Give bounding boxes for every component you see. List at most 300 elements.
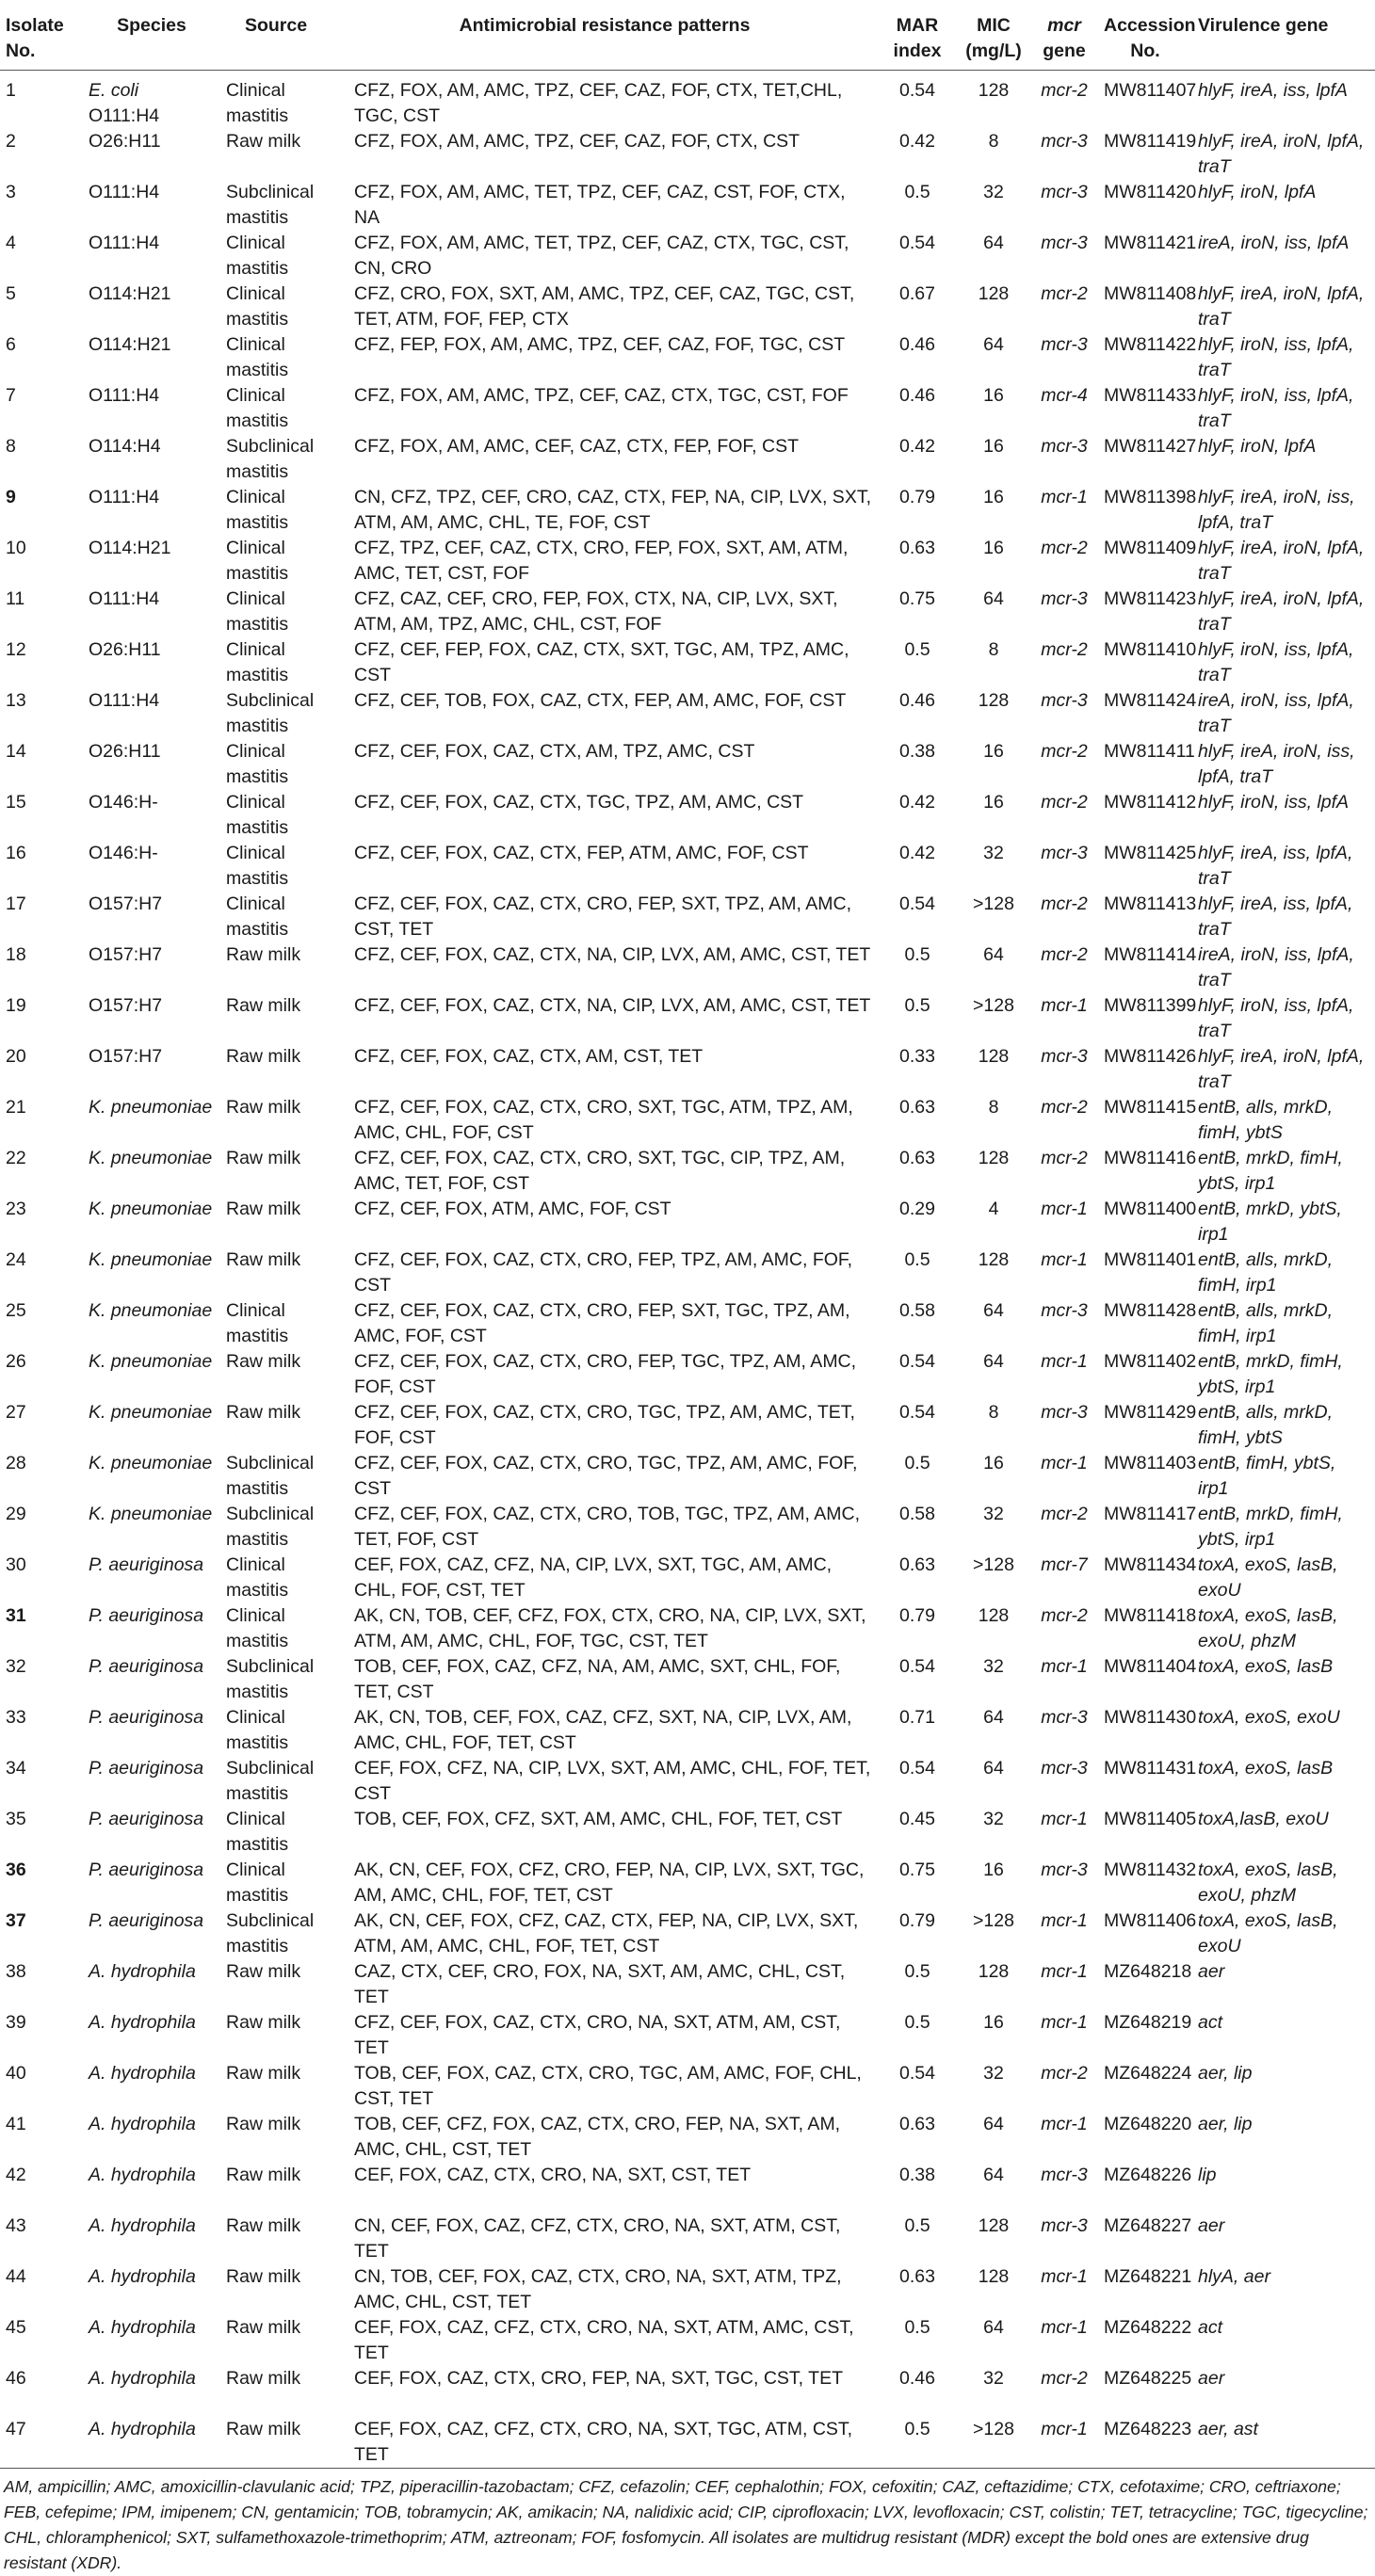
cell-source: Raw milk: [226, 2317, 301, 2338]
species-serotype: O26:H11: [89, 131, 161, 152]
species-italic: P. aeuriginosa: [89, 1809, 204, 1829]
cell-source: Raw milk: [226, 2114, 301, 2134]
cell-virulence: hlyA, aer: [1198, 2266, 1270, 2287]
cell-accession: MW811413: [1104, 894, 1197, 914]
species-serotype: O114:H21: [89, 538, 171, 558]
header-virulence: Virulence gene: [1192, 0, 1375, 71]
cell-accession: MZ648227: [1104, 2215, 1192, 2236]
cell-isolate-no: 44: [6, 2266, 26, 2287]
cell-mar-index: 0.46: [899, 385, 935, 406]
cell-amr-pattern: CFZ, CEF, FOX, CAZ, CTX, CRO, TGC, TPZ, AM, AMC, TET, FOF, CST: [354, 1402, 855, 1448]
table-row: [0, 2163, 1375, 2214]
species-serotype: O157:H7: [89, 995, 163, 1016]
cell-accession: MZ648223: [1098, 2417, 1192, 2469]
cell-isolate-no: 21: [6, 1097, 26, 1118]
cell-amr-pattern: CFZ, FOX, AM, AMC, TPZ, CEF, CAZ, FOF, CTX, TET,CHL, TGC, CST: [354, 80, 843, 126]
table-row: [0, 485, 1375, 536]
cell-accession: MZ648221: [1104, 2266, 1192, 2287]
cell-accession: MZ648222: [1104, 2317, 1192, 2338]
species-italic: K. pneumoniae: [89, 1453, 213, 1473]
species-italic: P. aeuriginosa: [89, 1910, 204, 1931]
cell-mar-index: 0.5: [878, 2417, 957, 2469]
cell-mar-index: 0.5: [904, 2317, 930, 2338]
cell-species: [83, 2214, 220, 2264]
cell-accession: MZ648218: [1104, 1961, 1192, 1982]
table-row: [0, 942, 1375, 993]
table-row: [0, 1756, 1375, 1807]
cell-source: Subclinical mastitis: [226, 1504, 315, 1550]
cell-isolate-no: 5: [6, 283, 16, 304]
cell-species: [83, 1705, 220, 1756]
cell-mar-index: 0.42: [899, 436, 935, 457]
cell-isolate-no: 40: [6, 2063, 26, 2084]
cell-accession: MW811400: [1104, 1199, 1197, 1219]
cell-species: [83, 1044, 220, 1095]
table-row: [0, 1705, 1375, 1756]
cell-mar-index: 0.71: [899, 1707, 935, 1728]
cell-mic: 64: [983, 1707, 1004, 1728]
table-row: [0, 2315, 1375, 2366]
cell-virulence: hlyF, iroN, iss, lpfA, traT: [1198, 995, 1354, 1041]
species-serotype: O114:H21: [89, 334, 171, 355]
species-italic: P. aeuriginosa: [89, 1707, 204, 1728]
cell-mcr-gene: mcr-1: [1041, 1910, 1088, 1931]
species-italic: A. hydrophila: [89, 2012, 196, 2033]
cell-amr-pattern: CFZ, CEF, FOX, CAZ, CTX, TGC, TPZ, AM, AMC, CST: [354, 792, 804, 813]
species-italic: A. hydrophila: [89, 2063, 196, 2084]
species-italic: P. aeuriginosa: [89, 1758, 204, 1779]
cell-isolate-no: 47: [0, 2417, 83, 2469]
table-row: [0, 739, 1375, 790]
cell-virulence: toxA, exoS, lasB: [1198, 1758, 1334, 1779]
cell-source: Raw milk: [226, 2012, 301, 2033]
species-serotype: O111:H4: [89, 233, 160, 253]
cell-accession: MZ648224: [1104, 2063, 1192, 2084]
cell-mic: 64: [983, 2317, 1004, 2338]
cell-source: Raw milk: [226, 131, 301, 152]
cell-mar-index: 0.75: [899, 588, 935, 609]
cell-species: [83, 180, 220, 231]
cell-mcr-gene: mcr-3: [1041, 182, 1088, 202]
cell-source: Clinical mastitis: [226, 385, 289, 431]
cell-mic: 128: [978, 2215, 1010, 2236]
cell-mar-index: 0.46: [899, 334, 935, 355]
cell-species: [83, 2366, 220, 2417]
cell-source: Clinical mastitis: [226, 894, 289, 940]
cell-mic: 64: [983, 1351, 1004, 1372]
cell-accession: MW811401: [1104, 1249, 1197, 1270]
header-isolate: Isolate No.: [0, 0, 83, 71]
cell-mcr-gene: mcr-2: [1041, 538, 1088, 558]
cell-amr-pattern: CFZ, TPZ, CEF, CAZ, CTX, CRO, FEP, FOX, SXT, AM, ATM, AMC, TET, CST, FOF: [354, 538, 849, 584]
cell-amr-pattern: TOB, CEF, FOX, CAZ, CFZ, NA, AM, AMC, SXT, CHL, FOF, TET, CST: [354, 1656, 841, 1702]
cell-species: [83, 2010, 220, 2061]
cell-species: [83, 688, 220, 739]
species-italic: K. pneumoniae: [89, 1199, 213, 1219]
cell-amr-pattern: CEF, FOX, CAZ, CFZ, CTX, CRO, NA, SXT, TGC, ATM, CST, TET: [332, 2417, 878, 2469]
cell-mic: 16: [983, 1860, 1004, 1880]
table-row: [0, 383, 1375, 434]
cell-isolate-no: 8: [6, 436, 16, 457]
cell-amr-pattern: CFZ, CEF, FOX, CAZ, CTX, FEP, ATM, AMC, FOF, CST: [354, 843, 809, 863]
cell-isolate-no: 23: [6, 1199, 26, 1219]
cell-mar-index: 0.42: [899, 843, 935, 863]
cell-virulence: aer, ast: [1192, 2417, 1375, 2469]
table-row: [0, 790, 1375, 841]
cell-amr-pattern: CFZ, CEF, FOX, ATM, AMC, FOF, CST: [354, 1199, 671, 1219]
cell-accession: MW811420: [1104, 182, 1197, 202]
table-row: [0, 1044, 1375, 1095]
species-italic: K. pneumoniae: [89, 1402, 213, 1423]
table-row: [0, 993, 1375, 1044]
cell-mic: 32: [983, 2063, 1004, 2084]
cell-mar-index: 0.29: [899, 1199, 935, 1219]
cell-virulence: hlyF, ireA, iroN, lpfA, traT: [1198, 131, 1365, 177]
cell-accession: MW811409: [1104, 538, 1197, 558]
cell-isolate-no: 17: [6, 894, 26, 914]
cell-accession: MW811399: [1104, 995, 1197, 1016]
cell-mic: 32: [983, 182, 1004, 202]
species-italic: K. pneumoniae: [89, 1097, 213, 1118]
cell-mcr-gene: mcr-1: [1041, 1961, 1088, 1982]
cell-mar-index: 0.54: [899, 2063, 935, 2084]
species-italic: A. hydrophila: [89, 2165, 196, 2185]
table-row: [0, 587, 1375, 637]
cell-mic: 8: [988, 639, 999, 660]
cell-mcr-gene: mcr-2: [1041, 1097, 1088, 1118]
cell-mic: >128: [973, 894, 1014, 914]
header-source: Source: [220, 0, 332, 71]
table-row: [0, 1654, 1375, 1705]
cell-mcr-gene: mcr-2: [1041, 944, 1088, 965]
table-row: [0, 637, 1375, 688]
cell-amr-pattern: CFZ, CEF, FOX, CAZ, CTX, AM, TPZ, AMC, CST: [354, 741, 755, 762]
cell-virulence: toxA, exoS, lasB, exoU: [1198, 1554, 1338, 1601]
table-header: [0, 0, 1375, 71]
cell-isolate-no: 10: [6, 538, 26, 558]
cell-source: Subclinical mastitis: [226, 1758, 315, 1804]
cell-accession: MW811432: [1104, 1860, 1197, 1880]
cell-isolate-no: 34: [6, 1758, 26, 1779]
cell-accession: MW811402: [1104, 1351, 1197, 1372]
table-row: [0, 1858, 1375, 1908]
cell-mcr-gene: mcr-1: [1041, 2012, 1088, 2033]
cell-mic: 32: [983, 843, 1004, 863]
cell-amr-pattern: CAZ, CTX, CEF, CRO, FOX, NA, SXT, AM, AMC, CHL, CST, TET: [354, 1961, 846, 2007]
species-italic: P. aeuriginosa: [89, 1554, 204, 1575]
cell-source: Raw milk: [226, 2165, 301, 2185]
cell-mar-index: 0.5: [904, 944, 930, 965]
species-serotype: O157:H7: [89, 1046, 163, 1067]
table-row: [0, 1095, 1375, 1146]
cell-mar-index: 0.5: [904, 2012, 930, 2033]
cell-accession: MW811406: [1104, 1910, 1197, 1931]
cell-mic: 32: [983, 2368, 1004, 2389]
cell-accession: MW811414: [1104, 944, 1197, 965]
table-footnote: AM, ampicillin; AMC, amoxicillin-clavulanic acid; TPZ, piperacillin-tazobactam; CFZ, cefazolin; CEF, cephalothin; FOX, cefoxitin; CAZ, ceftazidime; CTX, cefotaxime; CRO, ceftriaxone; FEB, cefepime; IPM, imipenem; CN, gentamicin; TOB, tobramycin; AK, amikacin; NA, nalidixic acid; CIP, ciprofloxacin; LVX, levofloxacin; CST, colistin; TET, tetracycline; TGC, tigecycline; CHL, chloramphenicol; SXT, sulfamethoxazole-trimethoprim; ATM, aztreonam; FOF, fosfomycin. All isolates are multidrug resistant (MDR) except the bold ones are extensive drug resistant (XDR).: [4, 2477, 1368, 2572]
cell-species: [83, 485, 220, 536]
table-row: [0, 1502, 1375, 1553]
cell-accession: MW811404: [1104, 1656, 1197, 1677]
cell-isolate-no: 7: [6, 385, 16, 406]
cell-accession: MZ648219: [1104, 2012, 1192, 2033]
cell-mic: 128: [978, 1961, 1010, 1982]
species-serotype: O26:H11: [89, 741, 161, 762]
cell-species: [83, 993, 220, 1044]
cell-species: [83, 1807, 220, 1858]
table-row: [0, 2214, 1375, 2264]
cell-source: Subclinical mastitis: [226, 182, 315, 228]
cell-mcr-gene: mcr-1: [1041, 2317, 1088, 2338]
cell-isolate-no: 2: [6, 131, 16, 152]
cell-virulence: act: [1198, 2317, 1223, 2338]
cell-isolate-no: 28: [6, 1453, 26, 1473]
cell-species: [83, 1349, 220, 1400]
cell-virulence: hlyF, ireA, iss, lpfA, traT: [1198, 843, 1353, 889]
cell-mar-index: 0.5: [904, 182, 930, 202]
table-row: [0, 1298, 1375, 1349]
cell-mar-index: 0.38: [899, 741, 935, 762]
cell-accession: MW811408: [1104, 283, 1197, 304]
cell-isolate-no: 41: [6, 2114, 26, 2134]
cell-mic: 64: [983, 1758, 1004, 1779]
cell-species: [83, 2315, 220, 2366]
cell-virulence: entB, alls, mrkD, fimH, irp1: [1198, 1300, 1334, 1346]
cell-amr-pattern: CFZ, CEF, FOX, CAZ, CTX, CRO, TGC, TPZ, AM, AMC, FOF, CST: [354, 1453, 858, 1499]
cell-isolate-no: 25: [6, 1300, 26, 1321]
cell-virulence: aer, lip: [1198, 2063, 1253, 2084]
table-row: [0, 1197, 1375, 1248]
cell-isolate-no: 22: [6, 1148, 26, 1168]
table-row: [0, 2112, 1375, 2163]
cell-mcr-gene: mcr-3: [1041, 2215, 1088, 2236]
cell-isolate-no: 14: [6, 741, 26, 762]
cell-isolate-no: 4: [6, 233, 16, 253]
cell-isolate-no: 27: [6, 1402, 26, 1423]
cell-amr-pattern: CFZ, CEF, FOX, CAZ, CTX, CRO, FEP, SXT, TGC, TPZ, AM, AMC, FOF, CST: [354, 1300, 850, 1346]
cell-amr-pattern: CN, TOB, CEF, FOX, CAZ, CTX, CRO, NA, SXT, ATM, TPZ, AMC, CHL, CST, TET: [354, 2266, 842, 2312]
cell-source: Clinical mastitis: [226, 1554, 289, 1601]
cell-mcr-gene: mcr-3: [1041, 690, 1088, 711]
cell-isolate-no: 26: [6, 1351, 26, 1372]
cell-mar-index: 0.5: [904, 639, 930, 660]
cell-species: [83, 2163, 220, 2214]
cell-species: [83, 1502, 220, 1553]
cell-mic: 32: [983, 1809, 1004, 1829]
cell-virulence: toxA, exoS, lasB, exoU, phzM: [1198, 1605, 1338, 1651]
cell-mic: >128: [957, 2417, 1030, 2469]
cell-source: Raw milk: [226, 1199, 301, 1219]
species-italic: A. hydrophila: [89, 2114, 196, 2134]
cell-species: [83, 739, 220, 790]
cell-mcr-gene: mcr-3: [1041, 1402, 1088, 1423]
cell-mar-index: 0.54: [899, 233, 935, 253]
cell-amr-pattern: CFZ, FOX, AM, AMC, CEF, CAZ, CTX, FEP, FOF, CST: [354, 436, 800, 457]
cell-mic: 8: [988, 1402, 999, 1423]
cell-virulence: act: [1198, 2012, 1223, 2033]
cell-amr-pattern: TOB, CEF, FOX, CFZ, SXT, AM, AMC, CHL, FOF, TET, CST: [354, 1809, 843, 1829]
cell-amr-pattern: CEF, FOX, CAZ, CFZ, CTX, CRO, NA, SXT, ATM, AMC, CST, TET: [354, 2317, 854, 2363]
table-row: [0, 1959, 1375, 2010]
cell-species: [83, 1248, 220, 1298]
cell-species: [83, 1298, 220, 1349]
cell-mcr-gene: mcr-3: [1041, 2165, 1088, 2185]
cell-virulence: hlyF, ireA, iss, lpfA: [1198, 80, 1348, 101]
species-serotype: O146:H-: [89, 792, 158, 813]
cell-mcr-gene: mcr-3: [1041, 843, 1088, 863]
cell-mar-index: 0.54: [899, 1351, 935, 1372]
cell-virulence: hlyF, iroN, iss, lpfA, traT: [1198, 334, 1354, 380]
cell-virulence: toxA, exoS, lasB, exoU: [1198, 1910, 1338, 1956]
table-row: [0, 1248, 1375, 1298]
cell-virulence: hlyF, ireA, iroN, lpfA, traT: [1198, 538, 1365, 584]
cell-source: Raw milk: [226, 1097, 301, 1118]
cell-accession: MW811428: [1104, 1300, 1197, 1321]
cell-species: [83, 129, 220, 180]
cell-mcr-gene: mcr-3: [1041, 436, 1088, 457]
cell-source: Raw milk: [226, 1351, 301, 1372]
cell-source: Raw milk: [226, 1046, 301, 1067]
cell-isolate-no: 30: [6, 1554, 26, 1575]
cell-virulence: hlyF, iroN, lpfA: [1198, 436, 1317, 457]
table-row: [0, 1451, 1375, 1502]
cell-mar-index: 0.5: [904, 1453, 930, 1473]
species-italic: K. pneumoniae: [89, 1300, 213, 1321]
cell-species: [83, 1858, 220, 1908]
header-mar: MAR index: [878, 0, 957, 71]
cell-amr-pattern: CEF, FOX, CAZ, CFZ, NA, CIP, LVX, SXT, TGC, AM, AMC, CHL, FOF, CST, TET: [354, 1554, 833, 1601]
cell-mar-index: 0.38: [899, 2165, 935, 2185]
cell-virulence: toxA, exoS, lasB, exoU, phzM: [1198, 1860, 1338, 1906]
cell-amr-pattern: CFZ, CEF, FOX, CAZ, CTX, CRO, SXT, TGC, CIP, TPZ, AM, AMC, TET, FOF, CST: [354, 1148, 846, 1194]
cell-mcr-gene: mcr-3: [1041, 1860, 1088, 1880]
cell-accession: MW811415: [1104, 1097, 1197, 1118]
cell-mic: 16: [983, 2012, 1004, 2033]
species-italic: P. aeuriginosa: [89, 1860, 204, 1880]
cell-accession: MW811407: [1104, 80, 1197, 101]
cell-species: [83, 1095, 220, 1146]
cell-accession: MW811431: [1104, 1758, 1197, 1779]
cell-mcr-gene: mcr-1: [1041, 1656, 1088, 1677]
cell-source: Raw milk: [226, 1148, 301, 1168]
cell-isolate-no: 1: [6, 80, 16, 101]
cell-mar-index: 0.63: [899, 2266, 935, 2287]
species-italic: A. hydrophila: [89, 2368, 196, 2389]
cell-species: [83, 1959, 220, 2010]
cell-amr-pattern: CFZ, CAZ, CEF, CRO, FEP, FOX, CTX, NA, CIP, LVX, SXT, ATM, AM, TPZ, AMC, CHL, CST, FOF: [354, 588, 838, 635]
cell-amr-pattern: CFZ, CEF, FOX, CAZ, CTX, CRO, SXT, TGC, ATM, TPZ, AM, AMC, CHL, FOF, CST: [354, 1097, 853, 1143]
cell-virulence: aer: [1198, 2368, 1225, 2389]
cell-virulence: entB, mrkD, ybtS, irp1: [1198, 1199, 1342, 1245]
header-accession: Accession No.: [1098, 0, 1192, 71]
cell-isolate-no: 6: [6, 334, 16, 355]
table-row: [0, 2061, 1375, 2112]
cell-amr-pattern: CFZ, FOX, AM, AMC, TPZ, CEF, CAZ, CTX, TGC, CST, FOF: [354, 385, 849, 406]
cell-mcr-gene: mcr-1: [1041, 2266, 1088, 2287]
cell-species: [83, 1756, 220, 1807]
cell-source: Raw milk: [226, 2063, 301, 2084]
cell-virulence: hlyF, ireA, iss, lpfA, traT: [1198, 894, 1353, 940]
cell-mcr-gene: mcr-2: [1041, 2368, 1088, 2389]
cell-mar-index: 0.45: [899, 1809, 935, 1829]
cell-accession: MW811416: [1104, 1148, 1197, 1168]
cell-isolate-no: 46: [6, 2368, 26, 2389]
cell-mcr-gene: mcr-3: [1041, 233, 1088, 253]
cell-mic: 16: [983, 792, 1004, 813]
cell-species: [83, 2417, 220, 2469]
cell-isolate-no: 36: [6, 1860, 26, 1880]
table-row: [0, 536, 1375, 587]
cell-virulence: entB, alls, mrkD, fimH, ybtS: [1198, 1097, 1334, 1143]
cell-accession: MW811418: [1104, 1605, 1197, 1626]
cell-mic: 32: [983, 1656, 1004, 1677]
table-row: [0, 180, 1375, 231]
cell-amr-pattern: CEF, FOX, CAZ, CTX, CRO, NA, SXT, CST, TET: [354, 2165, 752, 2185]
cell-source: Raw milk: [226, 2215, 301, 2236]
cell-mic: 64: [983, 1300, 1004, 1321]
cell-mic: 128: [978, 283, 1010, 304]
cell-mar-index: 0.46: [899, 690, 935, 711]
cell-mar-index: 0.63: [899, 1148, 935, 1168]
cell-accession: MW811403: [1104, 1453, 1197, 1473]
cell-accession: MW811434: [1104, 1554, 1197, 1575]
cell-isolate-no: 39: [6, 2012, 26, 2033]
cell-mcr-gene: mcr-2: [1041, 1504, 1088, 1524]
cell-mcr-gene: mcr-2: [1041, 639, 1088, 660]
cell-accession: MW811423: [1104, 588, 1197, 609]
cell-virulence: toxA,lasB, exoU: [1198, 1809, 1329, 1829]
species-italic: K. pneumoniae: [89, 1504, 213, 1524]
cell-virulence: hlyF, ireA, iroN, iss, lpfA, traT: [1198, 487, 1355, 533]
cell-species: [83, 383, 220, 434]
cell-accession: MW811430: [1104, 1707, 1197, 1728]
table-row: [0, 841, 1375, 892]
cell-virulence: aer: [1198, 2215, 1225, 2236]
cell-isolate-no: 33: [6, 1707, 26, 1728]
cell-mic: 16: [983, 487, 1004, 507]
cell-virulence: aer, lip: [1198, 2114, 1253, 2134]
species-serotype: O114:H4: [89, 436, 161, 457]
cell-mic: 16: [983, 385, 1004, 406]
cell-accession: MW811405: [1104, 1809, 1197, 1829]
table-row: [0, 332, 1375, 383]
cell-source: Clinical mastitis: [226, 487, 289, 533]
cell-mcr-gene: mcr-2: [1041, 1148, 1088, 1168]
cell-mcr-gene: mcr-1: [1041, 1249, 1088, 1270]
cell-mar-index: 0.5: [904, 2215, 930, 2236]
species-italic: K. pneumoniae: [89, 1249, 213, 1270]
cell-mic: 16: [983, 436, 1004, 457]
cell-accession: MW811426: [1104, 1046, 1197, 1067]
cell-mcr-gene: mcr-1: [1041, 2114, 1088, 2134]
cell-species: [83, 2264, 220, 2315]
cell-mar-index: 0.63: [899, 1097, 935, 1118]
cell-mcr-gene: mcr-2: [1041, 283, 1088, 304]
cell-virulence: hlyF, ireA, iroN, lpfA, traT: [1198, 1046, 1365, 1092]
cell-species: [83, 1654, 220, 1705]
cell-species: [83, 2061, 220, 2112]
table-body: [0, 71, 1375, 2469]
cell-species: [83, 637, 220, 688]
cell-mcr-gene: mcr-3: [1041, 588, 1088, 609]
cell-accession: MW811419: [1104, 131, 1197, 152]
cell-amr-pattern: CFZ, CEF, FOX, CAZ, CTX, AM, CST, TET: [354, 1046, 704, 1067]
table-row: [0, 2264, 1375, 2315]
cell-amr-pattern: AK, CN, TOB, CEF, FOX, CAZ, CFZ, SXT, NA, CIP, LVX, AM, AMC, CHL, FOF, TET, CST: [354, 1707, 852, 1753]
header-species: Species: [83, 0, 220, 71]
cell-amr-pattern: CEF, FOX, CFZ, NA, CIP, LVX, SXT, AM, AMC, CHL, FOF, TET, CST: [354, 1758, 871, 1804]
cell-mic: 128: [978, 2266, 1010, 2287]
